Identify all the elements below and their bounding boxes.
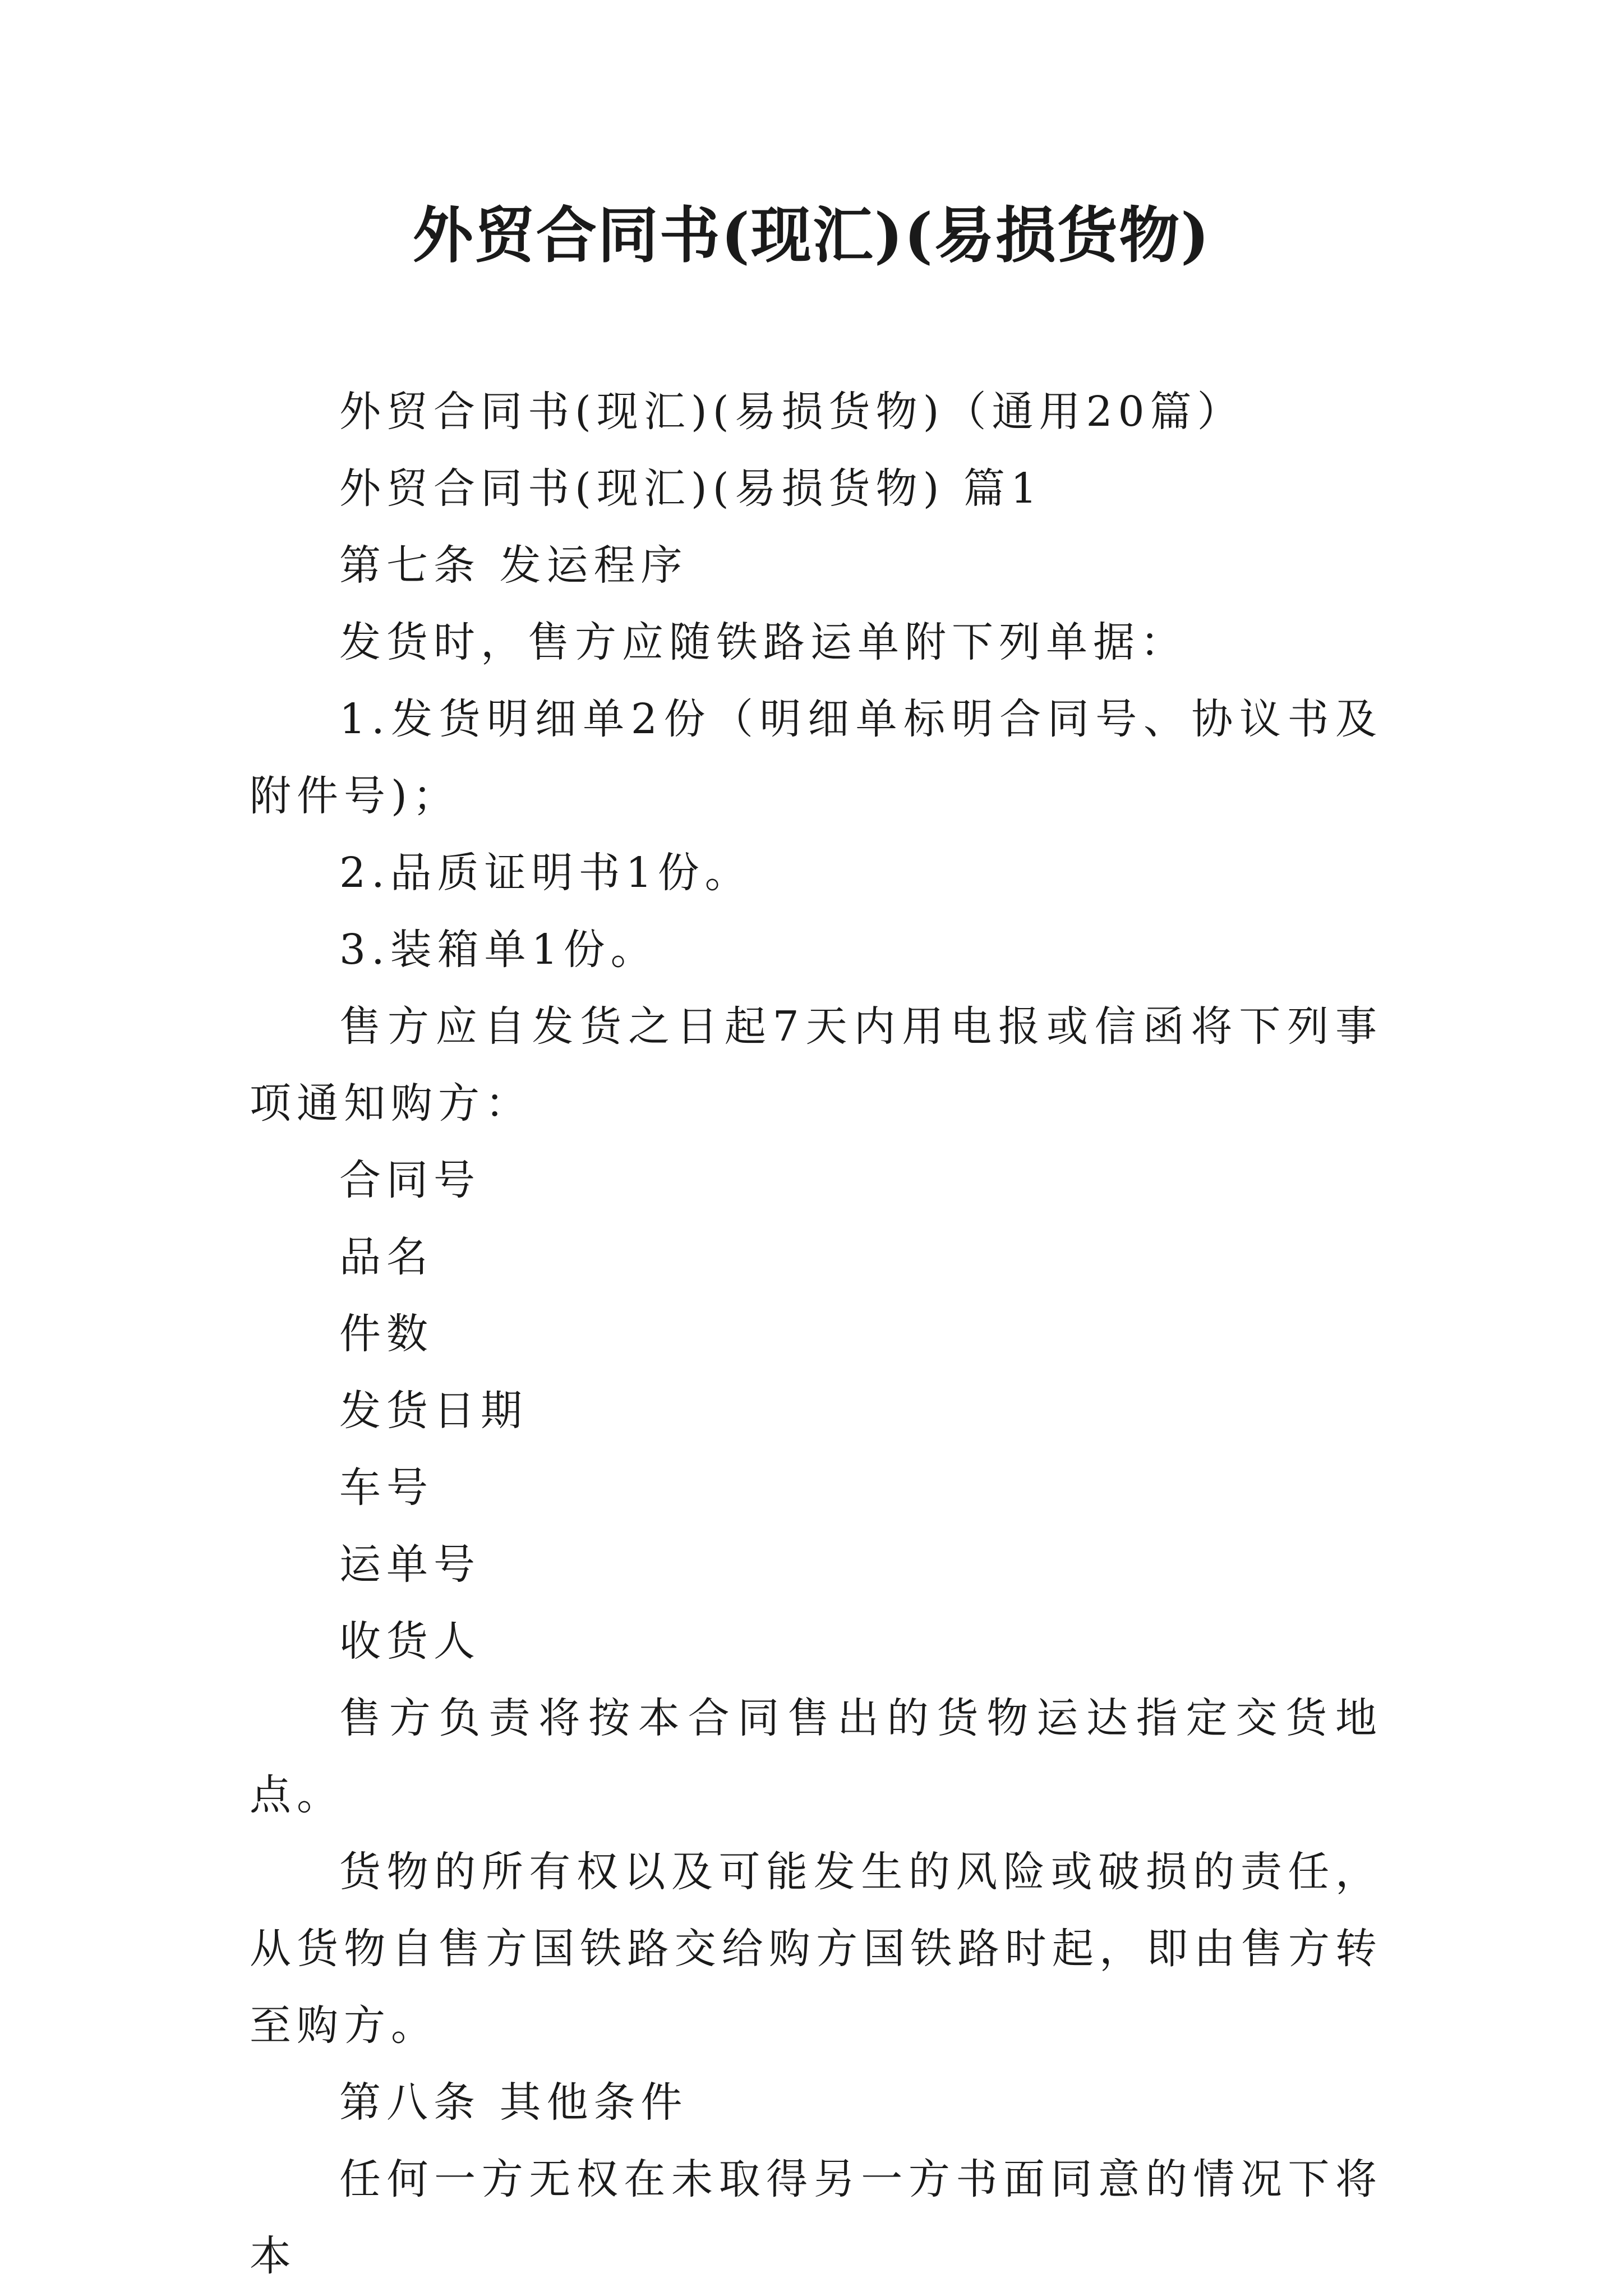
paragraph: 货物的所有权以及可能发生的风险或破损的责任，从货物自售方国铁路交给购方国铁路时起，即由售方转至购方。 xyxy=(250,1848,1382,2050)
list-item: 运单号 xyxy=(339,1540,481,1589)
list-item: 收货人 xyxy=(339,1617,481,1665)
list-item: 2.品质证明书1份。 xyxy=(339,849,752,897)
list-item: 3.装箱单1份。 xyxy=(339,926,658,974)
paragraph: 外贸合同书(现汇)(易损货物) 篇1 xyxy=(339,464,1043,513)
paragraph: 任何一方无权在未取得另一方书面同意的情况下将本 xyxy=(250,2155,1382,2280)
list-item: 车号 xyxy=(339,1464,434,1512)
section-heading: 第八条 其他条件 xyxy=(339,2078,688,2127)
paragraph: 售方负责将按本合同售出的货物运达指定交货地点。 xyxy=(250,1694,1382,1819)
list-item: 品名 xyxy=(339,1233,434,1281)
list-item: 1.发货明细单2份（明细单标明合同号、协议书及附件号)； xyxy=(250,695,1382,820)
list-item: 件数 xyxy=(339,1310,434,1358)
paragraph: 外贸合同书(现汇)(易损货物)（通用20篇） xyxy=(339,388,1244,436)
list-item: 合同号 xyxy=(339,1156,481,1204)
document-title: 外贸合同书(现汇)(易损货物) xyxy=(412,200,1211,271)
paragraph: 售方应自发货之日起7天内用电报或信函将下列事项通知购方： xyxy=(250,1002,1382,1128)
section-heading: 第七条 发运程序 xyxy=(339,541,688,590)
list-item: 发货日期 xyxy=(339,1387,528,1435)
document-body xyxy=(250,374,1382,2295)
paragraph: 发货时，售方应随铁路运单附下列单据： xyxy=(339,618,1187,666)
